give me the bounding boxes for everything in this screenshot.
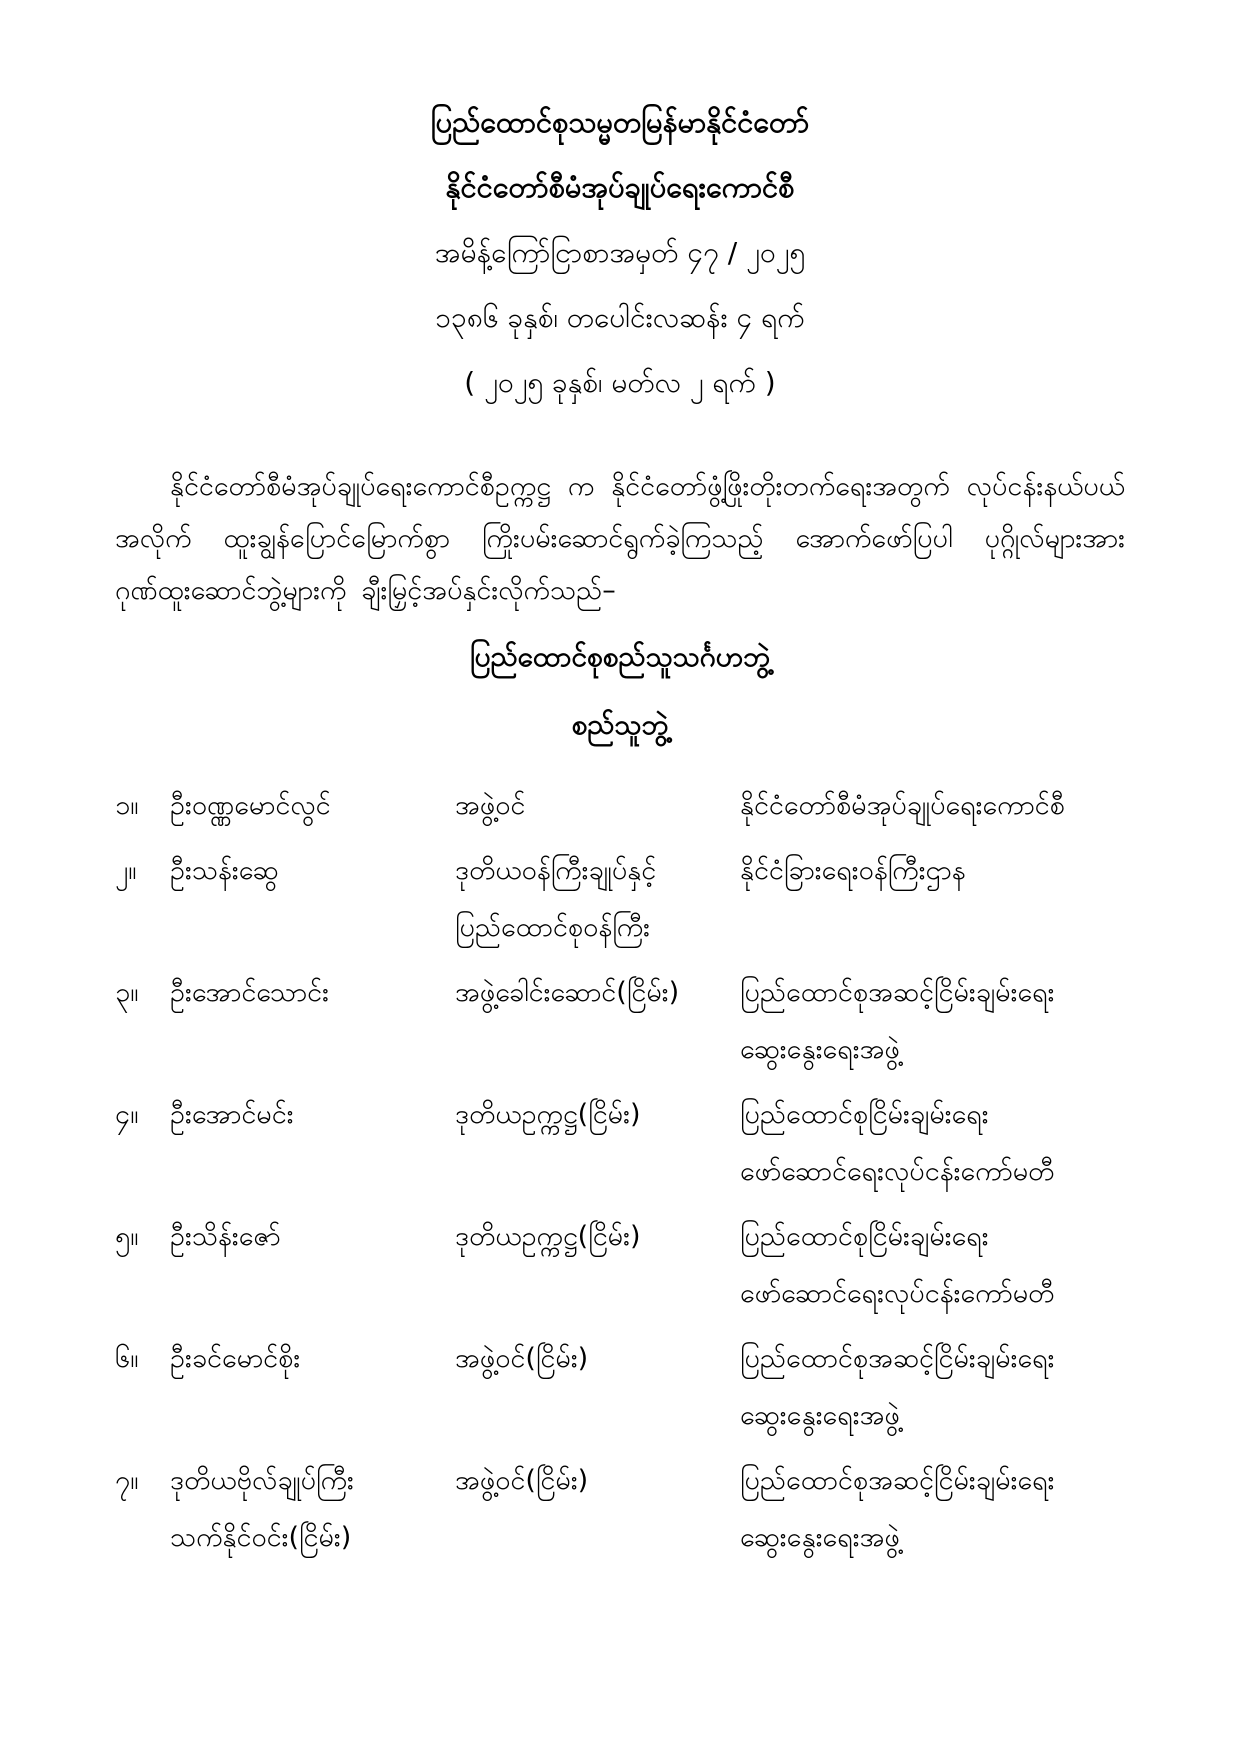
row-organization bbox=[740, 1208, 1125, 1322]
cell-line: ဒုတိယဥက္ကဋ္ဌ(ငြိမ်း) bbox=[455, 1099, 641, 1130]
cell-line: ပြည်ထောင်စုအဆင့်ငြိမ်းချမ်းရေး bbox=[740, 1465, 1055, 1496]
row-position bbox=[455, 842, 740, 956]
row-organization bbox=[740, 1330, 1125, 1444]
recipient-row bbox=[115, 842, 1125, 956]
row-number: ၆။ bbox=[115, 1343, 139, 1374]
row-organization bbox=[740, 964, 1125, 1078]
cell-line: ပြည်ထောင်စုငြိမ်းချမ်းရေး bbox=[740, 1099, 989, 1130]
cell-line: နိုင်ငံတော်စီမံအုပ်ချုပ်ရေးကောင်စီ bbox=[740, 790, 1065, 821]
award-title: ပြည်ထောင်စုစည်သူသင်္ဂဟဘွဲ့ bbox=[469, 640, 771, 673]
row-name bbox=[170, 842, 455, 956]
recipient-row bbox=[115, 1208, 1125, 1322]
cell-line: အဖွဲ့ဝင်(ငြိမ်း) bbox=[455, 1465, 589, 1496]
order-body-paragraph: နိုင်ငံတော်စီမံအုပ်ချုပ်ရေးကောင်စီဥက္ကဋ္ဌ က နိုင်ငံတော်ဖွံ့ဖြိုးတိုးတက်ရေးအတွက် လုပ်ငန်းနယ်ပယ်အလိုက် ထူးချွန်ပြောင်မြောက်စွာ ကြိုးပမ်းဆောင်ရွက်ခဲ့ကြသည့် အောက်ဖော်ပြပါ ပုဂ္ဂိုလ်များအား ဂုဏ်ထူးဆောင်ဘွဲ့များကို ချီးမြှင့်အပ်နှင်းလိုက်သည်– bbox=[115, 471, 1125, 606]
recipient-row bbox=[115, 964, 1125, 1078]
cell-line: အဖွဲ့ဝင် bbox=[455, 790, 526, 821]
cell-line: အဖွဲ့ဝင်(ငြိမ်း) bbox=[455, 1343, 589, 1374]
row-position bbox=[455, 1452, 740, 1566]
row-number: ၂။ bbox=[115, 855, 137, 886]
row-name bbox=[170, 1452, 455, 1566]
council-title: နိုင်ငံတော်စီမံအုပ်ချုပ်ရေးကောင်စီ bbox=[445, 170, 795, 204]
row-number: ၁။ bbox=[115, 790, 139, 821]
row-name bbox=[170, 1330, 455, 1444]
myanmar-calendar-date-line: ၁၃၈၆ ခုနှစ်၊ တပေါင်းလဆန်း ၄ ရက် bbox=[435, 301, 805, 334]
gregorian-date-line: ( ၂၀၂၅ ခုနှစ်၊ မတ်လ ၂ ရက် ) bbox=[464, 366, 776, 399]
cell-line: ဦးဝဏ္ဏမောင်လွင် bbox=[170, 790, 331, 821]
cell-line: ဖော်ဆောင်ရေးလုပ်ငန်းကော်မတီ bbox=[740, 1156, 1055, 1187]
row-name bbox=[170, 1086, 455, 1200]
cell-line: ဦးခင်မောင်စိုး bbox=[170, 1343, 301, 1374]
cell-line: ပြည်ထောင်စုဝန်ကြီး bbox=[455, 912, 651, 943]
recipient-row bbox=[115, 777, 1125, 834]
cell-line: ဆွေးနွေးရေးအဖွဲ့ bbox=[740, 1034, 900, 1065]
cell-line: ဦးအောင်မင်း bbox=[170, 1099, 294, 1130]
award-subtitle: စည်သူဘွဲ့ bbox=[571, 708, 669, 741]
country-title: ပြည်ထောင်စုသမ္မတမြန်မာနိုင်ငံတော် bbox=[430, 105, 810, 139]
cell-line: ဒုတိယဗိုလ်ချုပ်ကြီး bbox=[170, 1465, 354, 1496]
cell-line: ဒုတိယဥက္ကဋ္ဌ(ငြိမ်း) bbox=[455, 1221, 641, 1252]
recipient-row bbox=[115, 1086, 1125, 1200]
cell-line: ဦးသိန်းဇော် bbox=[170, 1221, 281, 1252]
row-position bbox=[455, 964, 740, 1078]
row-position bbox=[455, 1208, 740, 1322]
row-organization bbox=[740, 1086, 1125, 1200]
row-number: ၅။ bbox=[115, 1221, 139, 1252]
cell-line: ဦးသန်းဆွေ bbox=[170, 855, 279, 886]
cell-line: ပြည်ထောင်စုအဆင့်ငြိမ်းချမ်းရေး bbox=[740, 1343, 1055, 1374]
cell-line: နိုင်ငံခြားရေးဝန်ကြီးဌာန bbox=[740, 855, 966, 886]
row-position bbox=[455, 1330, 740, 1444]
recipient-row bbox=[115, 1330, 1125, 1444]
row-name bbox=[170, 777, 455, 834]
row-name bbox=[170, 964, 455, 1078]
cell-line: ဖော်ဆောင်ရေးလုပ်ငန်းကော်မတီ bbox=[740, 1278, 1055, 1309]
cell-line: ပြည်ထောင်စုအဆင့်ငြိမ်းချမ်းရေး bbox=[740, 977, 1055, 1008]
row-organization bbox=[740, 842, 1125, 956]
recipient-row bbox=[115, 1452, 1125, 1566]
cell-line: ဆွေးနွေးရေးအဖွဲ့ bbox=[740, 1400, 900, 1431]
row-name bbox=[170, 1208, 455, 1322]
cell-line: ဆွေးနွေးရေးအဖွဲ့ bbox=[740, 1522, 900, 1553]
row-number: ၇။ bbox=[115, 1465, 139, 1496]
document-header bbox=[115, 90, 1125, 415]
row-organization bbox=[740, 1452, 1125, 1566]
row-number: ၃။ bbox=[115, 977, 139, 1008]
cell-line: ဒုတိယဝန်ကြီးချုပ်နှင့် bbox=[455, 855, 657, 886]
cell-line: ပြည်ထောင်စုငြိမ်းချမ်းရေး bbox=[740, 1221, 989, 1252]
honor-list bbox=[115, 777, 1125, 1566]
order-number-line: အမိန့်ကြော်ငြာစာအမှတ် ၄၇ / ၂၀၂၅ bbox=[434, 236, 806, 269]
row-organization bbox=[740, 777, 1125, 834]
cell-line: အဖွဲ့ခေါင်းဆောင်(ငြိမ်း) bbox=[455, 977, 680, 1008]
cell-line: သက်နိုင်ဝင်း(ငြိမ်း) bbox=[170, 1522, 352, 1553]
cell-line: ဦးအောင်သောင်း bbox=[170, 977, 329, 1008]
row-number: ၄။ bbox=[115, 1099, 139, 1130]
row-position bbox=[455, 1086, 740, 1200]
row-position bbox=[455, 777, 740, 834]
